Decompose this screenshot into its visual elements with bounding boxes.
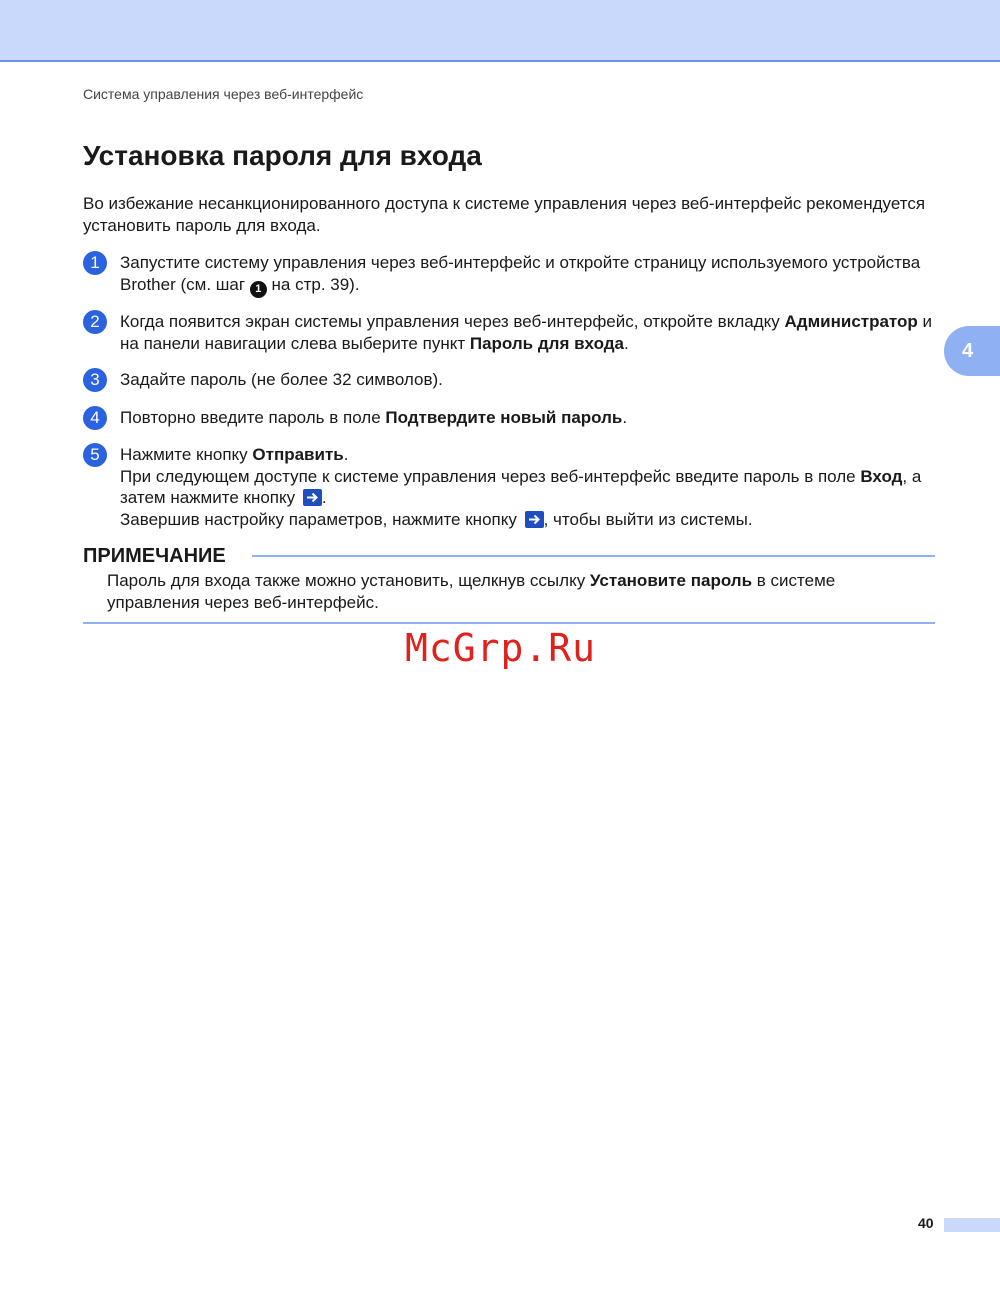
step-text-part: При следующем доступе к системе управления через веб-интерфейс введите пароль в поле — [120, 466, 861, 486]
step-text-part: . — [623, 333, 629, 353]
page-number-bar — [944, 1218, 1000, 1232]
step-text — [120, 369, 940, 391]
arrow-right-icon — [303, 489, 322, 506]
link-term-set-password: Установите пароль — [589, 571, 753, 590]
divider — [252, 555, 935, 557]
step-text — [120, 311, 940, 354]
note-title: ПРИМЕЧАНИЕ — [83, 545, 226, 567]
chapter-tab: 4 — [944, 326, 1000, 376]
watermark: McGrp.Ru — [405, 626, 597, 670]
step-text-part: Запустите систему управления через веб-интерфейс и откройте страницу используемого устройства Brother (см. шаг — [120, 253, 921, 294]
step-text-part: Нажмите кнопку — [120, 445, 253, 464]
step-text-part: . — [321, 488, 327, 507]
ui-term-login: Вход — [860, 466, 903, 486]
step-text-part: . — [622, 408, 628, 427]
step-number-icon: 1 — [83, 251, 107, 275]
step-text-part: , а затем нажмите кнопку — [120, 466, 922, 507]
step-text — [120, 252, 940, 298]
running-header: Система управления через веб-интерфейс — [83, 86, 364, 102]
step-reference-icon: 1 — [250, 281, 267, 298]
step-number-icon: 2 — [83, 310, 107, 334]
step-text-part: и на панели навигации слева выберите пункт — [120, 312, 933, 353]
step-number-icon: 5 — [83, 443, 107, 467]
note-body — [107, 570, 927, 614]
step-text-part: , чтобы выйти из системы. — [543, 509, 753, 529]
step-text-part: Повторно введите пароль в поле — [120, 408, 386, 427]
step-text-part: . — [343, 445, 349, 464]
step-text — [120, 444, 940, 530]
step-text-part: Завершив настройку параметров, нажмите кнопку — [120, 509, 522, 529]
ui-term-administrator: Администратор — [784, 312, 918, 331]
ui-term-login-password: Пароль для входа — [469, 333, 624, 353]
step-number-icon: 4 — [83, 406, 107, 430]
step-number-icon: 3 — [83, 368, 107, 392]
step-text-part: Задайте пароль (не более 32 символов). — [120, 370, 443, 389]
divider — [83, 622, 935, 624]
page-number: 40 — [918, 1215, 934, 1231]
note-text-part: Пароль для входа также можно установить, щелкнув ссылку — [107, 571, 590, 590]
page-title: Установка пароля для входа — [83, 140, 482, 171]
ui-term-send: Отправить — [252, 445, 344, 464]
arrow-right-icon — [525, 511, 544, 528]
intro-paragraph: Во избежание несанкционированного доступа к системе управления через веб-интерфейс рекомендуется установить пароль для входа. — [83, 194, 926, 235]
step-text — [120, 407, 940, 429]
step-text-part: Когда появится экран системы управления через веб-интерфейс, откройте вкладку — [120, 312, 785, 331]
ui-term-confirm-password: Подтвердите новый пароль — [385, 408, 623, 427]
step-text-part: на стр. 39). — [266, 274, 360, 294]
note-text-part: в системе управления через веб-интерфейс. — [107, 571, 836, 612]
top-band — [0, 0, 1000, 62]
